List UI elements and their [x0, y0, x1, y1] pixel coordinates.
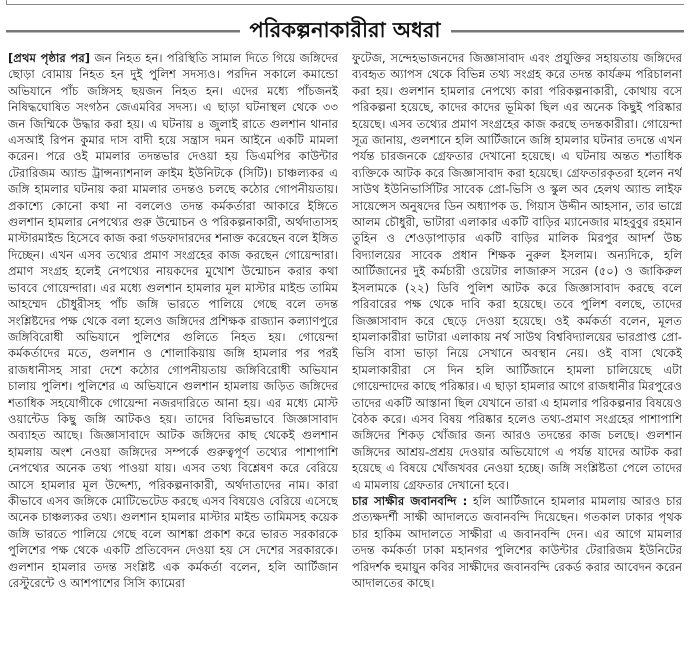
witness-subhead: চার সাক্ষীর জবানবন্দি :	[352, 493, 468, 508]
right-column	[352, 50, 682, 672]
headline-rule-right	[451, 30, 685, 33]
right-paragraph-2	[352, 493, 682, 591]
continuation-lead: [প্রথম পৃষ্ঠার পর]	[8, 51, 91, 65]
page-top-rule	[6, 4, 684, 5]
left-body-text: জন নিহত হন। পরিস্থিতি সামাল দিতে গিয়ে জঙ্গিদের ছোড়া বোমায় নিহত হন দুই পুলিশ সদস্যও। পরদিন সকালে কমান্ডো অভিযানে পাঁচ জঙ্গিসহ ছয়জন নিহত হন। এদের মধ্যে পাঁচজনই নিষিদ্ধঘোষিত সংগঠন জেএমবির সদস্য। এ ছাড়া ঘটনাস্থল থেকে ৩৩ জন জিম্মিকে উদ্ধার করা হয়। এ ঘটনায় ৪ জুলাই রাতে গুলশান থানার এসআই রিপন কুমার দাস বাদী হয়ে সন্ত্রাস দমন আইনে একটি মামলা করেন। পরে ওই মামলার তদন্তভার দেওয়া হয় ডিএমপির কাউন্টার টেরারিজম অ্যান্ড ট্রান্সন্যাশনাল ক্রাইম ইউনিটকে (সিটি)। চাঞ্চল্যকর এ জঙ্গি হামলার ঘটনায় করা মামলার তদন্তও চলছে কঠোর গোপনীয়তায়। প্রকাশ্যে কোনো কথা না বললেও তদন্ত কর্মকর্তারা আকারে ইঙ্গিতে গুলশান হামলার নেপথ্যের গুরু উন্মোচন ও পরিকল্পনাকারী, অর্থদাতাসহ মাস্টারমাইন্ড হিসেবে কাজ করা গডফাদারদের শনাক্ত করেছেন বলে ইঙ্গিত দিচ্ছেন। এখন এসব তথ্যের প্রমাণ সংগ্রহের কাজ করছেন গোয়েন্দারা। প্রমাণ সংগ্রহ হলেই নেপথ্যের নায়কদের মুখোশ উন্মোচন করার কথা ভাববে গোয়েন্দারা। এর মধ্যে গুলশান হামলার মূল মাস্টার মাইন্ড তামিম আহম্মেদ চৌধুরীসহ পাঁচ জঙ্গি ভারতে পালিয়ে গেছে বলে তদন্ত সংশ্লিষ্টদের পক্ষ থেকে বলা হলেও জঙ্গিদের প্রশিক্ষক রাজ্যান কল্যাণপুরে জঙ্গিবিরোধী অভিযানে পুলিশের গুলিতে নিহত হয়। গোয়েন্দা কর্মকর্তাদের মতে, গুলশান ও শোলাকিয়ায় জঙ্গি হামলার পর পরই রাজধানীসহ সারা দেশে কঠোর গোপনীয়তায় জঙ্গিবিরোধী অভিযান চালায় পুলিশ। পুলিশের এ অভিযানে গুলশান হামলায় জড়িত জঙ্গিদের শতাধিক সহযোগীকে গোয়েন্দা নজরদারিতে আনা হয়। এর মধ্যে মোস্ট ওয়ান্টেড কিছু জঙ্গি আটকও হয়। তাদের বিভিন্নভাবে জিজ্ঞাসাবাদ অব্যাহত আছে। জিজ্ঞাসাবাদে আটক জঙ্গিদের কাছ থেকেই গুলশান হামলায় অংশ নেওয়া জঙ্গিদের সম্পর্কে গুরুত্বপূর্ণ তথ্যের পাশাপাশি নেপথ্যের অনেক তথ্য পাওয়া যায়। এসব তথ্য বিশ্লেষণ করে বেরিয়ে আসে হামলার মূল উদ্দেশ্য, পরিকল্পনাকারী, অর্থদাতাদের নাম। কারা কীভাবে এসব জঙ্গিকে মোটিভেটেড করছে এসব বিষয়েও বেরিয়ে এসেছে অনেক চাঞ্চল্যকর তথ্য। গুলশান হামলার মাস্টার মাইন্ড তামিমসহ কয়েক জঙ্গি ভারতে পালিয়ে গেছে বলে আশঙ্কা প্রকাশ করে ভারত সরকারকে পুলিশের পক্ষ থেকে একটি প্রতিবেদন দেওয়া হয় সে দেশের সরকারকে। গুলশান হামলার তদন্ত সংশ্লিষ্ট এক কর্মকর্তা বলেন, হলি আর্টিজান রেস্টুরেন্টে ও আশপাশের সিসি ক্যামেরা	[8, 51, 338, 590]
left-paragraph	[8, 50, 338, 591]
headline-row	[6, 16, 684, 46]
right-paragraph-1: ফুটেজ, সন্দেহভাজনদের জিজ্ঞাসাবাদ এবং প্রযুক্তির সহায়তায় জঙ্গিদের ব্যবহৃত অ্যাপস থেকে বিভিন্ন তথ্য সংগ্রহ করে তদন্ত কার্যক্রম পরিচালনা করা হয়। গুলশান হামলার নেপথ্যে কারা পরিকল্পনাকারী, কোথায় বসে পরিকল্পনা হয়েছে, কাদের কাদের ভূমিকা ছিল এর অনেক কিছুই পরিষ্কার হয়েছে। এসব তথ্যের প্রমাণ সংগ্রহের কাজ করছে তদন্তকারীরা। গোয়েন্দা সূত্র জানায়, গুলশানে হলি আর্টিজানে জঙ্গি হামলার ঘটনার তদন্তে এখন পর্যন্ত চারজনকে গ্রেফতার দেখানো হয়েছে। এ ঘটনায় অন্তত শতাধিক ব্যক্তিকে আটক করে জিজ্ঞাসাবাদ করা হয়েছে। গ্রেফতারকৃতরা হলেন নর্থ সাউথ ইউনিভার্সিটির সাবেক প্রো-ভিসি ও স্কুল অব হেলথ অ্যান্ড লাইফ সায়েন্সেস অনুষদের ডিন অধ্যাপক ড. গিয়াস উদ্দীন আহসান, তার ভাগ্নে আলম চৌধুরী, ভাটারা এলাকার একটি বাড়ির ম্যানেজার মাহবুবুর রহমান তুহিন ও শেওড়াপাড়ার একটি বাড়ির মালিক মিরপুর আদর্শ উচ্চ বিদ্যালয়ের সাবেক প্রধান শিক্ষক নুরুল ইসলাম। অন্যদিকে, হলি আর্টিজানের দুই কর্মচারী ওয়েটার লাজারুস সরেন (৫০) ও জাকিরুল ইসলামকে (২২) ডিবি পুলিশ আটক করে জিজ্ঞাসাবাদ করছে বলে পরিবারের পক্ষ থেকে দাবি করা হয়েছে। তবে পুলিশ বলছে, তাদের জিজ্ঞাসাবাদ করে ছেড়ে দেওয়া হয়েছে। ওই কর্মকর্তা বলেন, মূলত হামলাকারীরা ভাটারা এলাকায় নর্থ সাউথ বিশ্ববিদ্যালয়ের ভারপ্রাপ্ত প্রো-ভিসি বাসা ভাড়া নিয়ে সেখানে অবস্থান নেয়। ওই বাসা থেকেই হামলাকারীরা সে দিন হলি আর্টিজানে হামলা চালিয়েছে এটা গোয়েন্দাদের কাছে পরিষ্কার। এ ছাড়া হামলার আগে রাজধানীর মিরপুরেও তাদের একটি আস্তানা ছিল যেখানে তারা এ হামলার পরিকল্পনার বিষয়েও বৈঠক করে। এসব বিষয় পরিষ্কার হলেও তথ্য-প্রমাণ সংগ্রহের পাশাপাশি জঙ্গিদের শিকড় খোঁজার জন্য আরও তদন্তের কাজ চলছে। গুলশান জঙ্গিদের আশ্রয়-প্রশ্রয় দেওয়ার অভিযোগে এ পর্যন্ত যাদের আটক করা হয়েছে এ বিষয়ে খোঁজখবর নেওয়া হচ্ছে। জঙ্গি সংশ্লিষ্টতা পেলে তাদের এ মামলায় গ্রেফতার দেখানো হবে।	[352, 51, 682, 492]
witness-body-text: হলি আর্টিজানে হামলার মামলায় আরও চার প্রত্যক্ষদর্শী সাক্ষী আদালতে জবানবন্দি দিয়েছেন। গতকাল ঢাকার পৃথক চার হাকিম আদালতে সাক্ষীরা এ জবানবন্দি দেন। এর আগে মামলার তদন্ত কর্মকর্তা ঢাকা মহানগর পুলিশের কাউন্টার টেরারিজম ইউনিটের পরিদর্শক হুমায়ুন কবির সাক্ষীদের জবানবন্দি রেকর্ড করার আবেদন করেন আদালতের কাছে।	[352, 493, 682, 590]
headline-rule-left	[6, 30, 240, 33]
headline: পরিকল্পনাকারীরা অধরা	[249, 17, 441, 42]
article-columns	[8, 50, 682, 672]
left-column	[8, 50, 338, 672]
